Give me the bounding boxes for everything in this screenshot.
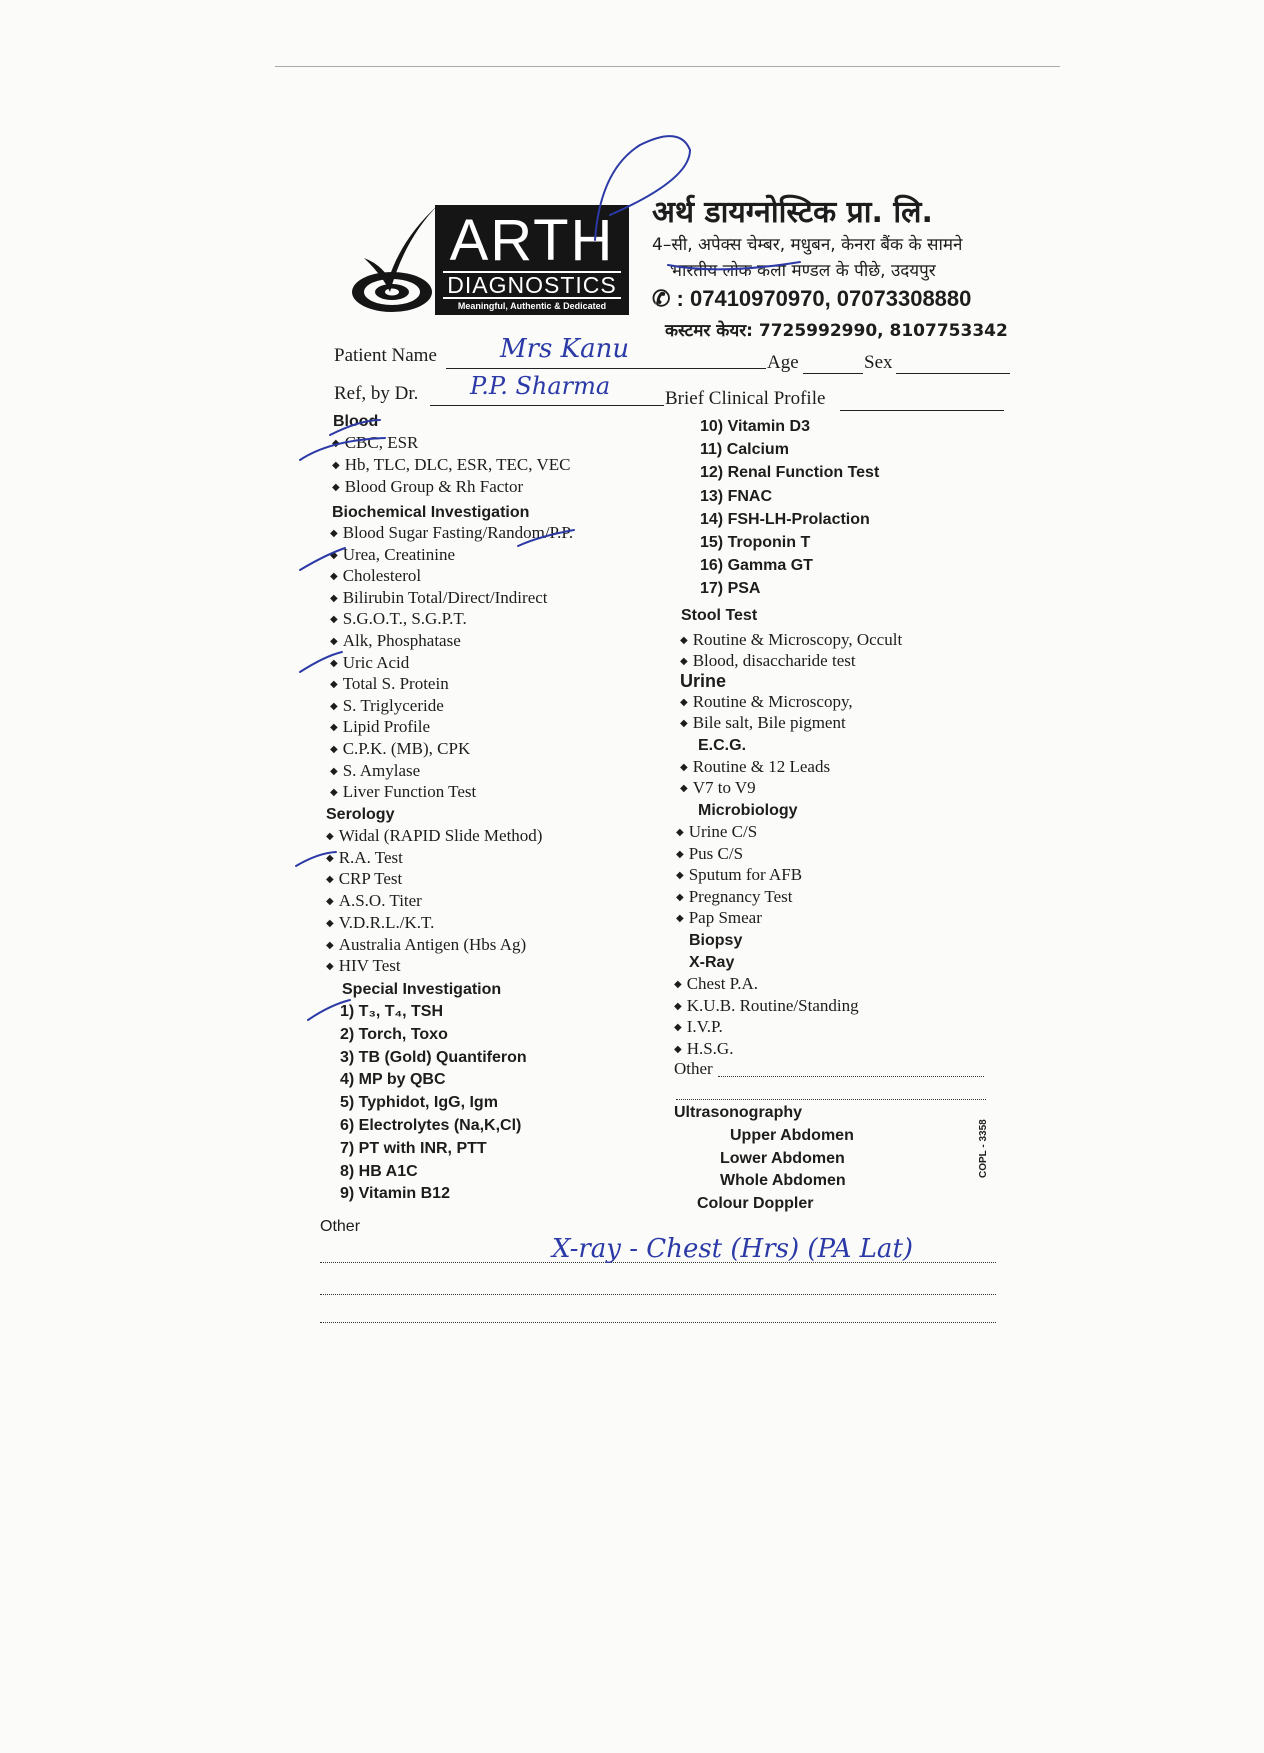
test-label: V.D.R.L./K.T. (338, 912, 435, 932)
test-label: Australia Antigen (Hbs Ag) (338, 934, 527, 954)
test-label: S.G.O.T., S.G.P.T. (342, 609, 467, 629)
bullet-icon: ◆ (330, 765, 338, 777)
section-special-investigation: Special Investigation (342, 981, 502, 998)
tick-uric-acid (300, 652, 342, 672)
section-ecg: E.C.G. (698, 737, 747, 754)
section-microbiology: Microbiology (698, 802, 798, 819)
bullet-icon: ◆ (330, 657, 338, 669)
test-label: Liver Function Test (342, 782, 477, 802)
bullet-icon: ◆ (326, 917, 334, 929)
test-label: Sputum for AFB (688, 865, 803, 884)
test-label: 14) FSH-LH-Prolaction (700, 510, 870, 528)
bullet-icon: ◆ (330, 614, 338, 626)
test-label: R.A. Test (338, 847, 403, 867)
test-label: 13) FNAC (700, 487, 773, 505)
bullet-icon: ◆ (326, 939, 334, 951)
test-label: 5) Typhidot, IgG, Igm (340, 1094, 498, 1112)
company-name-hindi: अर्थ डायग्नोस्टिक प्रा. लि. (652, 195, 933, 230)
bullet-icon: ◆ (680, 635, 688, 646)
section-urine: Urine (680, 671, 727, 691)
test-label: CRP Test (338, 869, 403, 889)
ref-doctor-value: P.P. Sharma (470, 372, 611, 400)
pen-loop (595, 136, 690, 240)
test-label: 2) Torch, Toxo (340, 1025, 448, 1043)
test-label: A.S.O. Titer (338, 891, 422, 911)
section-stool-test: Stool Test (681, 607, 758, 624)
usg-item-2: Whole Abdomen (720, 1172, 846, 1190)
test-label: Uric Acid (342, 652, 410, 672)
bullet-icon: ◆ (330, 744, 338, 755)
bullet-icon: ◆ (326, 852, 334, 864)
section-serology: Serology (326, 806, 395, 823)
section-biochemical: Biochemical Investigation (332, 504, 530, 521)
test-label: 6) Electrolytes (Na,K,Cl) (340, 1117, 522, 1134)
test-label: 4) MP by QBC (340, 1071, 446, 1089)
test-label: 8) HB A1C (340, 1162, 418, 1180)
tick-ra-test (296, 852, 336, 866)
test-label: S. Triglyceride (342, 695, 444, 715)
bullet-icon: ◆ (330, 592, 338, 604)
clinical-profile-label: Brief Clinical Profile (665, 388, 826, 409)
bullet-icon: ◆ (680, 697, 688, 708)
bullet-icon: ◆ (330, 636, 338, 647)
section-biopsy: Biopsy (689, 932, 743, 949)
test-label: C.P.K. (MB), CPK (342, 739, 471, 758)
test-label: 11) Calcium (700, 441, 789, 459)
test-label: Pap Smear (688, 908, 762, 927)
bullet-icon: ◆ (330, 722, 338, 734)
test-label: Bile salt, Bile pigment (692, 713, 846, 732)
test-label: Pus C/S (688, 843, 744, 863)
test-label: K.U.B. Routine/Standing (686, 995, 859, 1015)
ref-doctor-label: Ref, by Dr. (334, 383, 419, 404)
bullet-icon: ◆ (330, 528, 338, 539)
logo-sub: DIAGNOSTICS (443, 271, 621, 299)
bullet-icon: ◆ (674, 1022, 682, 1033)
bullet-icon: ◆ (332, 460, 340, 471)
bullet-icon: ◆ (676, 891, 684, 903)
test-label: Blood Group & Rh Factor (344, 477, 524, 496)
bullet-icon: ◆ (676, 848, 684, 860)
test-label: Blood, disaccharide test (692, 651, 856, 670)
bullet-icon: ◆ (676, 870, 684, 881)
bullet-icon: ◆ (674, 1000, 682, 1012)
test-label: I.V.P. (686, 1017, 723, 1036)
test-label: Hb, TLC, DLC, ESR, TEC, VEC (344, 455, 571, 474)
test-label: 1) T₃, T₄, TSH (340, 1003, 444, 1020)
test-label: Lipid Profile (342, 717, 431, 737)
bullet-icon: ◆ (680, 762, 688, 773)
right-other-label: Other (674, 1059, 713, 1078)
section-blood: Blood (333, 413, 379, 430)
bullet-icon: ◆ (680, 718, 688, 729)
customer-care: कस्टमर केयर: 7725992990, 8107753342 (665, 321, 1008, 341)
phone-numbers: ✆ : 07410970970, 07073308880 (652, 286, 972, 311)
test-label: 9) Vitamin B12 (340, 1185, 450, 1203)
usg-item-0: Upper Abdomen (730, 1127, 854, 1144)
age-label: Age (767, 352, 799, 373)
test-label: 17) PSA (700, 580, 761, 598)
test-label: CBC, ESR (344, 433, 419, 452)
test-label: Chest P.A. (686, 974, 759, 993)
sex-label: Sex (864, 352, 893, 373)
tick-thyroid (308, 1000, 350, 1020)
section-xray: X-Ray (689, 954, 735, 971)
section-ultrasonography: Ultrasonography (674, 1104, 803, 1121)
tick-cbc (300, 438, 385, 460)
usg-item-3: Colour Doppler (697, 1195, 814, 1213)
bullet-icon: ◆ (332, 438, 340, 449)
address-line-1: 4–सी, अपेक्स चेम्बर, मधुबन, केनरा बैंक के सामने (652, 235, 963, 255)
handwritten-other-tests: X-ray - Chest (Hrs) (PA Lat) (552, 1234, 914, 1264)
test-label: Urea, Creatinine (342, 544, 456, 564)
patient-name-value: Mrs Kanu (500, 334, 630, 364)
usg-item-1: Lower Abdomen (720, 1149, 845, 1167)
bullet-icon: ◆ (676, 913, 684, 924)
bullet-icon: ◆ (332, 482, 340, 493)
bullet-icon: ◆ (674, 979, 682, 990)
test-label: Cholesterol (342, 566, 422, 586)
test-label: Widal (RAPID Slide Method) (338, 826, 543, 845)
tick-urea (300, 548, 345, 570)
bullet-icon: ◆ (330, 549, 338, 561)
bullet-icon: ◆ (330, 679, 338, 691)
patient-name-label: Patient Name (334, 345, 437, 366)
test-label: Routine & Microscopy, Occult (692, 630, 903, 649)
bullet-icon: ◆ (326, 896, 334, 908)
test-label: Pregnancy Test (688, 886, 793, 906)
test-label: Total S. Protein (342, 674, 449, 694)
test-label: V7 to V9 (692, 778, 756, 797)
logo-brand: ARTH (449, 208, 615, 273)
test-label: HIV Test (338, 956, 401, 976)
bullet-icon: ◆ (326, 874, 334, 886)
address-line-2: भारतीय लोक कला मण्डल के पीछे, उदयपुर (670, 261, 936, 281)
bullet-icon: ◆ (330, 700, 338, 712)
test-label: 3) TB (Gold) Quantiferon (340, 1048, 527, 1066)
bullet-icon: ◆ (330, 571, 338, 583)
bullet-icon: ◆ (326, 961, 334, 973)
bullet-icon: ◆ (326, 831, 334, 842)
test-label: 15) Troponin T (700, 534, 811, 551)
test-label: 12) Renal Function Test (700, 464, 880, 482)
bullet-icon: ◆ (674, 1043, 682, 1055)
bullet-icon: ◆ (330, 787, 338, 799)
test-label: S. Amylase (342, 760, 421, 780)
copl-code: COPL - 3358 (978, 1119, 989, 1178)
test-label: Routine & 12 Leads (692, 757, 831, 776)
test-label: Bilirubin Total/Direct/Indirect (342, 587, 548, 607)
logo-tagline: Meaningful, Authentic & Dedicated (457, 301, 607, 311)
test-label: 7) PT with INR, PTT (340, 1139, 487, 1157)
test-label: Urine C/S (688, 822, 758, 841)
test-label: Blood Sugar Fasting/Random/P.P. (342, 523, 574, 542)
bullet-icon: ◆ (680, 656, 688, 667)
test-label: Alk, Phosphatase (342, 631, 461, 650)
bullet-icon: ◆ (680, 783, 688, 794)
bullet-icon: ◆ (676, 827, 684, 838)
test-label: 16) Gamma GT (700, 557, 813, 575)
test-label: Routine & Microscopy, (692, 692, 853, 711)
test-label: 10) Vitamin D3 (700, 418, 810, 435)
left-other-label: Other (320, 1218, 361, 1235)
test-label: H.S.G. (686, 1038, 734, 1058)
